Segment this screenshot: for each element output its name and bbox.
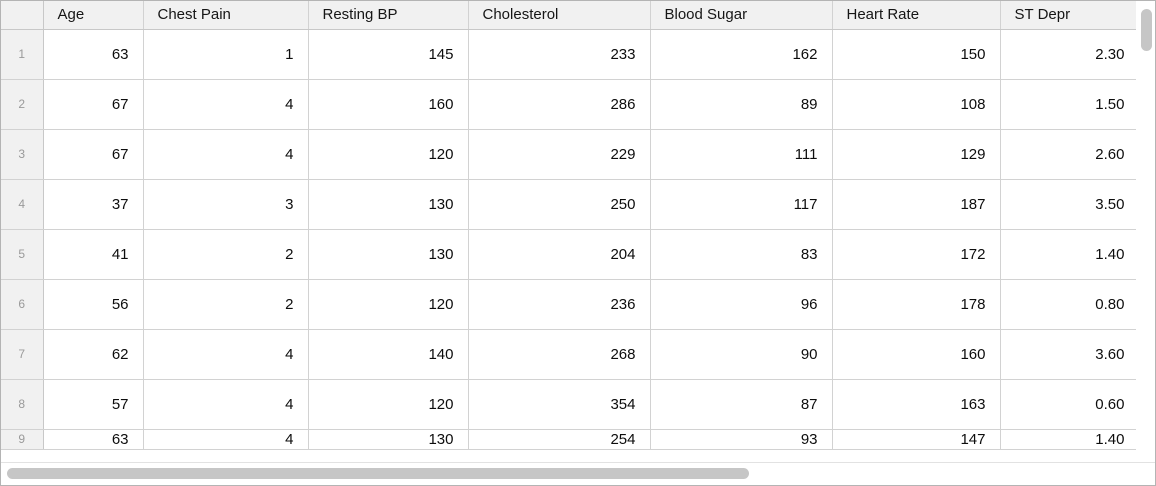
cell-st-depr[interactable]: 3.50 <box>1000 179 1137 229</box>
vertical-scroll-thumb[interactable] <box>1141 9 1152 51</box>
cell-blood-sugar[interactable]: 87 <box>650 379 832 429</box>
cell-age[interactable]: 67 <box>43 129 143 179</box>
column-header-cholesterol[interactable]: Cholesterol <box>468 1 650 29</box>
cell-age[interactable]: 56 <box>43 279 143 329</box>
data-table <box>1 1 1137 450</box>
row-number: 5 <box>1 229 43 279</box>
cell-blood-sugar[interactable]: 111 <box>650 129 832 179</box>
row-number: 1 <box>1 29 43 79</box>
cell-chest-pain[interactable]: 4 <box>143 329 308 379</box>
cell-heart-rate[interactable]: 147 <box>832 429 1000 449</box>
row-number: 8 <box>1 379 43 429</box>
table-header-row <box>1 1 1137 29</box>
cell-cholesterol[interactable]: 229 <box>468 129 650 179</box>
row-number-header <box>1 1 43 29</box>
table-row[interactable] <box>1 179 1137 229</box>
cell-age[interactable]: 57 <box>43 379 143 429</box>
row-number: 7 <box>1 329 43 379</box>
cell-cholesterol[interactable]: 354 <box>468 379 650 429</box>
cell-cholesterol[interactable]: 204 <box>468 229 650 279</box>
table-row[interactable] <box>1 29 1137 79</box>
cell-cholesterol[interactable]: 233 <box>468 29 650 79</box>
cell-heart-rate[interactable]: 129 <box>832 129 1000 179</box>
cell-heart-rate[interactable]: 172 <box>832 229 1000 279</box>
horizontal-scrollbar[interactable] <box>1 462 1155 485</box>
cell-resting-bp[interactable]: 120 <box>308 129 468 179</box>
cell-st-depr[interactable]: 1.40 <box>1000 229 1137 279</box>
row-number: 9 <box>1 429 43 449</box>
table-row[interactable] <box>1 329 1137 379</box>
row-number: 4 <box>1 179 43 229</box>
cell-chest-pain[interactable]: 3 <box>143 179 308 229</box>
cell-age[interactable]: 63 <box>43 29 143 79</box>
cell-chest-pain[interactable]: 1 <box>143 29 308 79</box>
cell-heart-rate[interactable]: 178 <box>832 279 1000 329</box>
row-number: 2 <box>1 79 43 129</box>
table-body <box>1 29 1137 449</box>
cell-blood-sugar[interactable]: 117 <box>650 179 832 229</box>
cell-blood-sugar[interactable]: 89 <box>650 79 832 129</box>
vertical-scrollbar[interactable] <box>1136 1 1155 463</box>
cell-chest-pain[interactable]: 2 <box>143 229 308 279</box>
cell-resting-bp[interactable]: 120 <box>308 379 468 429</box>
cell-resting-bp[interactable]: 130 <box>308 429 468 449</box>
cell-st-depr[interactable]: 1.50 <box>1000 79 1137 129</box>
cell-st-depr[interactable]: 2.30 <box>1000 29 1137 79</box>
cell-age[interactable]: 41 <box>43 229 143 279</box>
cell-st-depr[interactable]: 0.80 <box>1000 279 1137 329</box>
cell-st-depr[interactable]: 3.60 <box>1000 329 1137 379</box>
cell-resting-bp[interactable]: 145 <box>308 29 468 79</box>
row-number: 3 <box>1 129 43 179</box>
cell-resting-bp[interactable]: 140 <box>308 329 468 379</box>
cell-resting-bp[interactable]: 160 <box>308 79 468 129</box>
column-header-age[interactable]: Age <box>43 1 143 29</box>
cell-heart-rate[interactable]: 150 <box>832 29 1000 79</box>
row-number: 6 <box>1 279 43 329</box>
cell-chest-pain[interactable]: 4 <box>143 379 308 429</box>
cell-resting-bp[interactable]: 120 <box>308 279 468 329</box>
column-header-resting-bp[interactable]: Resting BP <box>308 1 468 29</box>
cell-heart-rate[interactable]: 108 <box>832 79 1000 129</box>
cell-blood-sugar[interactable]: 90 <box>650 329 832 379</box>
cell-blood-sugar[interactable]: 96 <box>650 279 832 329</box>
column-header-heart-rate[interactable]: Heart Rate <box>832 1 1000 29</box>
cell-blood-sugar[interactable]: 93 <box>650 429 832 449</box>
cell-age[interactable]: 67 <box>43 79 143 129</box>
cell-chest-pain[interactable]: 4 <box>143 429 308 449</box>
horizontal-scroll-thumb[interactable] <box>7 468 749 479</box>
cell-age[interactable]: 62 <box>43 329 143 379</box>
grid-viewport[interactable] <box>1 1 1137 463</box>
table-row[interactable] <box>1 379 1137 429</box>
cell-blood-sugar[interactable]: 83 <box>650 229 832 279</box>
cell-heart-rate[interactable]: 163 <box>832 379 1000 429</box>
cell-chest-pain[interactable]: 4 <box>143 129 308 179</box>
cell-cholesterol[interactable]: 268 <box>468 329 650 379</box>
table-row[interactable] <box>1 129 1137 179</box>
cell-age[interactable]: 37 <box>43 179 143 229</box>
cell-heart-rate[interactable]: 187 <box>832 179 1000 229</box>
column-header-chest-pain[interactable]: Chest Pain <box>143 1 308 29</box>
cell-resting-bp[interactable]: 130 <box>308 179 468 229</box>
column-header-st-depr[interactable]: ST Depr <box>1000 1 1137 29</box>
cell-cholesterol[interactable]: 250 <box>468 179 650 229</box>
cell-st-depr[interactable]: 0.60 <box>1000 379 1137 429</box>
cell-chest-pain[interactable]: 2 <box>143 279 308 329</box>
table-row[interactable] <box>1 79 1137 129</box>
cell-st-depr[interactable]: 2.60 <box>1000 129 1137 179</box>
cell-cholesterol[interactable]: 286 <box>468 79 650 129</box>
cell-cholesterol[interactable]: 236 <box>468 279 650 329</box>
cell-chest-pain[interactable]: 4 <box>143 79 308 129</box>
cell-resting-bp[interactable]: 130 <box>308 229 468 279</box>
table-row[interactable] <box>1 229 1137 279</box>
column-header-blood-sugar[interactable]: Blood Sugar <box>650 1 832 29</box>
cell-blood-sugar[interactable]: 162 <box>650 29 832 79</box>
table-row[interactable] <box>1 429 1137 449</box>
cell-st-depr[interactable]: 1.40 <box>1000 429 1137 449</box>
cell-heart-rate[interactable]: 160 <box>832 329 1000 379</box>
cell-cholesterol[interactable]: 254 <box>468 429 650 449</box>
cell-age[interactable]: 63 <box>43 429 143 449</box>
table-row[interactable] <box>1 279 1137 329</box>
